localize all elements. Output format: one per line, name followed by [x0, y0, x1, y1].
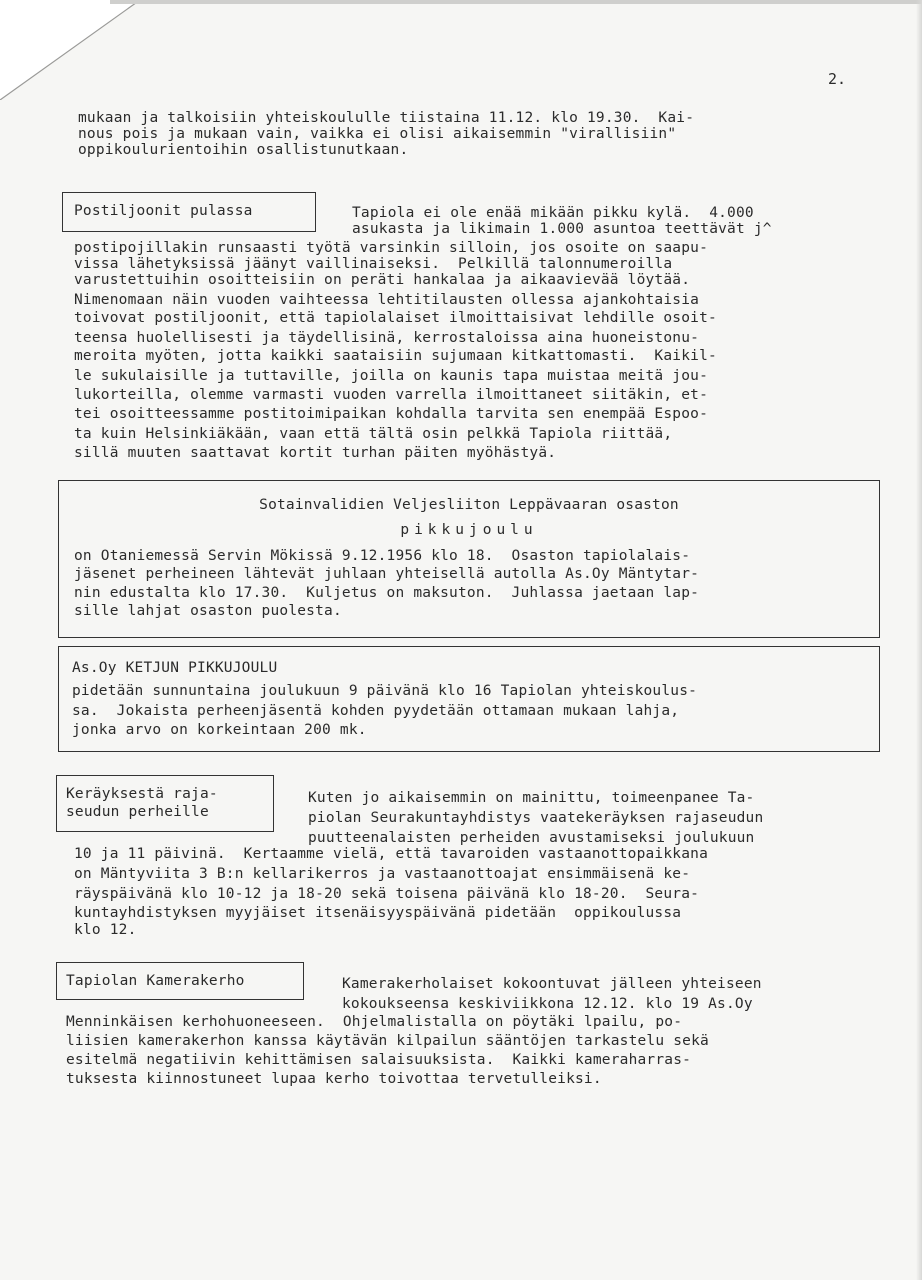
text-line: Kamerakerholaiset kokoontuvat jälleen yhteiseen — [342, 976, 762, 992]
section-title: Postiljoonit pulassa — [74, 203, 253, 219]
text-line: meroita myöten, jotta kaikki saataisiin sujumaan kitkattomasti. Kaikil- — [74, 348, 717, 364]
text-line: lukorteilla, olemme varmasti vuoden varrella ilmoittaneet siitäkin, et- — [74, 387, 709, 403]
text-line: sille lahjat osaston puolesta. — [74, 603, 342, 619]
text-line: toivovat postiljoonit, että tapiolalaiset ilmoittaisivat lehdille osoit- — [74, 310, 717, 326]
text-line: asukasta ja likimain 1.000 asuntoa teettävät j^ — [352, 221, 772, 237]
text-line: kuntayhdistyksen myyjäiset itsenäisyyspäivänä pidetään oppikoulussa — [74, 905, 682, 921]
text-line: jonka arvo on korkeintaan 200 mk. — [72, 722, 367, 738]
text-line: sa. Jokaista perheenjäsentä kohden pyydetään ottamaan mukaan lahja, — [72, 703, 680, 719]
text-line: postipojillakin runsaasti työtä varsinkin silloin, jos osoite on saapu- — [74, 240, 709, 256]
text-line: liisien kamerakerhon kanssa käytävän kilpailun sääntöjen tarkastelu sekä — [66, 1033, 709, 1049]
text-line: pidetään sunnuntaina joulukuun 9 päivänä klo 16 Tapiolan yhteiskoulus- — [72, 683, 698, 699]
text-line: on Otaniemessä Servin Mökissä 9.12.1956 klo 18. Osaston tapiolalais- — [74, 548, 691, 564]
page-right-edge — [916, 0, 922, 1280]
text-line: nous pois ja mukaan vain, vaikka ei olisi aikaisemmin "virallisiin" — [78, 126, 677, 142]
text-line: ta kuin Helsinkiäkään, vaan että tältä osin pelkkä Tapiola riittää, — [74, 426, 673, 442]
text-line: varustettuihin osoitteisiin on peräti hankalaa ja aikaavievää löytää. — [74, 272, 691, 288]
text-line: vissa lähetyksissä jäänyt vaillinaiseksi. Pelkillä talonnumeroilla — [74, 256, 673, 272]
text-line: tei osoitteessamme postitoimipaikan kohdalla tarvita sen enempää Espoo- — [74, 406, 709, 422]
text-line: nin edustalta klo 17.30. Kuljetus on maksuton. Juhlassa jaetaan lap- — [74, 585, 700, 601]
text-line: klo 12. — [74, 922, 137, 938]
text-line: piolan Seurakuntayhdistys vaatekeräyksen rajaseudun — [308, 810, 764, 826]
text-line: jäsenet perheineen lähtevät juhlaan yhteisellä autolla As.Oy Mäntytar- — [74, 566, 700, 582]
text-line: on Mäntyviita 3 B:n kellarikerros ja vastaanottoajat ensimmäisenä ke- — [74, 866, 691, 882]
section-title: Sotainvalidien Veljesliiton Leppävaaran osaston — [259, 497, 679, 513]
text-line: Tapiola ei ole enää mikään pikku kylä. 4.000 — [352, 205, 754, 221]
text-line: Kuten jo aikaisemmin on mainittu, toimeenpanee Ta- — [308, 790, 755, 806]
folded-corner-icon — [0, 0, 140, 100]
text-line: kokoukseensa keskiviikkona 12.12. klo 19 As.Oy — [342, 996, 753, 1012]
text-line: tuksesta kiinnostuneet lupaa kerho toivottaa tervetulleiksi. — [66, 1071, 602, 1087]
section-title: Tapiolan Kamerakerho — [66, 973, 245, 989]
text-line: Nimenomaan näin vuoden vaihteessa lehtitilausten ollessa ajankohtaisia — [74, 292, 700, 308]
section-subtitle: pikkujoulu — [400, 522, 538, 538]
section-title: seudun perheille — [66, 804, 209, 820]
page-top-edge — [110, 0, 922, 4]
text-line: sillä muuten saattavat kortit turhan päiten myöhästyä. — [74, 445, 557, 461]
section-title: As.Oy KETJUN PIKKUJOULU — [72, 660, 278, 676]
text-line: teensa huolellisesti ja täydellisinä, kerrostaloissa aina huoneistonu- — [74, 330, 700, 346]
text-line: Menninkäisen kerhohuoneeseen. Ohjelmalistalla on pöytäki lpailu, po- — [66, 1014, 683, 1030]
text-line: mukaan ja talkoisiin yhteiskoululle tiistaina 11.12. klo 19.30. Kai- — [78, 110, 695, 126]
text-line: räyspäivänä klo 10-12 ja 18-20 sekä toisena päivänä klo 18-20. Seura- — [74, 886, 700, 902]
text-line: 10 ja 11 päivinä. Kertaamme vielä, että tavaroiden vastaanottopaikkana — [74, 846, 709, 862]
text-line: esitelmä negatiivin kehittämisen salaisuuksista. Kaikki kameraharras- — [66, 1052, 692, 1068]
section-title: Keräyksestä raja- — [66, 786, 218, 802]
text-line: le sukulaisille ja tuttaville, joilla on kaunis tapa muistaa meitä jou- — [74, 368, 709, 384]
text-line: puutteenalaisten perheiden avustamiseksi joulukuun — [308, 830, 755, 846]
text-line: oppikoulurientoihin osallistunutkaan. — [78, 142, 409, 158]
page-number: 2. — [828, 70, 847, 88]
